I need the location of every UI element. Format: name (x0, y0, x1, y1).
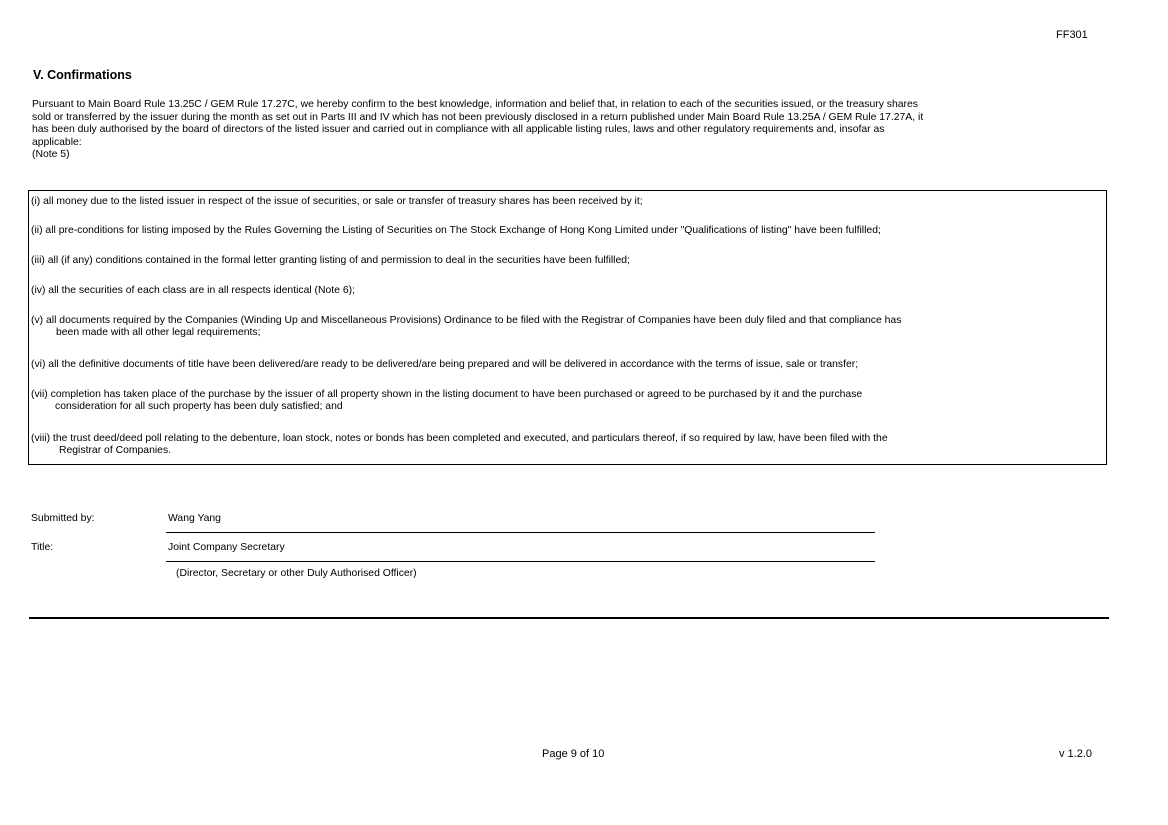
confirmation-item (31, 389, 1091, 413)
confirmation-item (31, 225, 1091, 237)
form-code: FF301 (1056, 29, 1088, 41)
intro-paragraph (32, 99, 1112, 162)
title-value: Joint Company Secretary (168, 542, 285, 553)
confirmation-item (31, 285, 1091, 297)
title-note: (Director, Secretary or other Duly Authorised Officer) (176, 568, 417, 579)
version-label: v 1.2.0 (1059, 748, 1093, 760)
page-number: Page 9 of 10 (542, 748, 605, 760)
intro-line: applicable: (32, 136, 82, 148)
intro-line: Pursuant to Main Board Rule 13.25C / GEM Rule 17.27C, we hereby confirm to the best knowledge, information and belief that, in relation to each of the securities issued, or the treasury shares (32, 99, 918, 110)
submitted-by-value: Wang Yang (168, 513, 221, 524)
confirmation-text: (i) all money due to the listed issuer in respect of the issue of securities, or sale or transfer of treasury shares has been received by it; (31, 196, 643, 207)
confirmation-continuation: consideration for all such property has been duly satisfied; and (55, 401, 343, 412)
title-underline (166, 561, 875, 562)
intro-note: (Note 5) (32, 149, 70, 160)
title-label: Title: (31, 542, 54, 553)
intro-line: sold or transferred by the issuer during the month as set out in Parts III and IV which has not been previously disclosed in a return published under Main Board Rule 13.25A / GEM Rule 17.27A, it (32, 111, 924, 123)
confirmation-item (31, 196, 1091, 208)
confirmations-box (28, 190, 1107, 465)
confirmation-item (31, 433, 1091, 457)
confirmation-continuation: been made with all other legal requirements; (56, 327, 261, 338)
confirmation-text: (vii) completion has taken place of the purchase by the issuer of all property shown in the listing document to have been purchased or agreed to be purchased by it and the purchase (31, 389, 863, 400)
submitted-by-label: Submitted by: (31, 513, 95, 524)
confirmation-text: (v) all documents required by the Companies (Winding Up and Miscellaneous Provisions) Ordinance to be filed with the Registrar of Companies have been duly filed and that compliance has (31, 315, 902, 326)
confirmation-text: (vi) all the definitive documents of title have been delivered/are ready to be delivered/are being prepared and will be delivered in accordance with the terms of issue, sale or transfer; (31, 359, 859, 370)
confirmation-text: (ii) all pre-conditions for listing imposed by the Rules Governing the Listing of Securities on The Stock Exchange of Hong Kong Limited under "Qualifications of listing" have been fulfilled; (31, 225, 881, 236)
section-divider (29, 617, 1109, 619)
confirmation-text: (iv) all the securities of each class are in all respects identical (Note 6); (31, 285, 355, 296)
section-title: V. Confirmations (33, 68, 132, 82)
confirmation-text: (iii) all (if any) conditions contained in the formal letter granting listing of and permission to deal in the securities have been fulfilled; (31, 255, 630, 266)
submitted-by-underline (166, 532, 875, 533)
confirmation-item (31, 255, 1091, 267)
confirmation-continuation: Registrar of Companies. (59, 445, 172, 456)
confirmation-text: (viii) the trust deed/deed poll relating to the debenture, loan stock, notes or bonds has been completed and executed, and particulars thereof, if so required by law, have been filed with the (31, 433, 888, 444)
confirmation-item (31, 315, 1091, 339)
intro-line: has been duly authorised by the board of directors of the listed issuer and carried out in compliance with all applicable listing rules, laws and other regulatory requirements and, insofar as (32, 124, 885, 135)
confirmation-item (31, 359, 1091, 371)
